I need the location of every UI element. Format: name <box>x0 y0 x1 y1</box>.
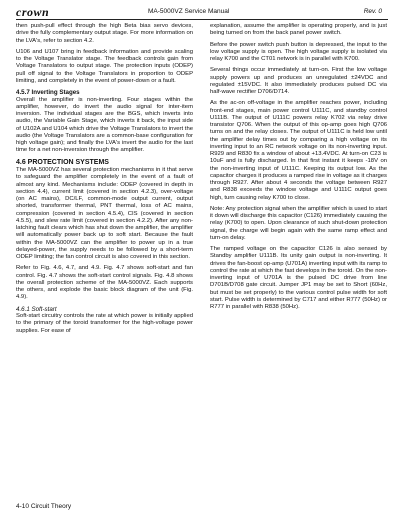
section-heading-soft-start: 4.6.1 Soft-start <box>16 305 57 313</box>
paragraph: explanation, assume the amplifier is operating properly, and is just being turned on from the back panel power switch. <box>210 23 387 37</box>
right-column <box>210 23 387 315</box>
paragraph: Several things occur immediately at turn-on. First the low voltage supply powers up and produces an unregulated ±24VDC and regulated ±15VDC. It also immediately produces pulsed DC via half-wave rectifier D706/D714. <box>210 67 387 95</box>
paragraph: Before the power switch push button is depressed, the input to the low voltage supply is open. The high voltage supply is isolated via relay K700 and the CT01 network is in parallel with K700. <box>210 41 387 62</box>
section-heading-inverting-stages: 4.5.7 Inverting Stages <box>16 89 80 96</box>
section-heading-protection-systems: 4.6 PROTECTION SYSTEMS <box>16 158 109 166</box>
paragraph: Soft-start circuitry controls the rate at which power is initially applied to the primary of the toroid transformer for the high-voltage power supplies. For ease of <box>16 313 193 334</box>
revision-label: Rev. 0 <box>363 8 382 15</box>
paragraph: then push-pull effect through the high Beta bias servo devices, drive the fully complementary output stage. For more information on the LVA's, refer to section 4.2. <box>16 23 193 44</box>
paragraph: U106 and U107 bring in feedback information and provide scaling to the Voltage Translator stage. The feedback controls gain from Voltage Translators to output stage. The protection inputs (ODEP) pull off signal to the Voltage Translators in proportion to ODEP limiting, and completely in the event of power-down or a fault. <box>16 48 193 84</box>
page-header <box>16 5 390 19</box>
paragraph: The MA-5000VZ has several protection mechanisms in it that serve to safeguard the amplifier completely in the event of a fault of almost any kind. Mechanisms include: ODEP (covered in depth in section 4.4), current limit (covered in section 4.2.3), over-voltage (on AC mains), DC/LF, common-mode output current, output shorted, transformer thermal, PNT thermal, loss of AC mains, compression (covered in section 4.5.4), CIS (covered in section 4.5.5), and slew rate limit (covered in section 4.2.2). After any non-latching fault clears which has shut down the amplifier, the amplifier will automatically power back up to soft start. Because the fault within the MA-5000VZ can the amplifier to power up in a true delayed-power, the supply needs to be followed by a short-term ODEP limiting; the fan control circuit is also covered in this section. <box>16 167 193 260</box>
paragraph: Refer to Fig. 4.6, 4.7, and 4.9. Fig. 4.7 shows soft-start and fan control. Fig. 4.7 shows the soft-start control signals. Fig. 4.8 shows the overall protection scheme of the MA-5000VZ. Each supports the others, and explode the basic block diagram of the unit (Fig. 4.9). <box>16 265 193 301</box>
paragraph: Note: Any protection signal when the amplifier which is used to start it down will discharge this capacitor (C126) immediately causing the relay (K700) to open. Upon clearance of such shut-down protection signal, the charge will begin again with the same ramp effect and turn-on delay. <box>210 205 387 241</box>
paragraph: As the ac-on off-voltage in the amplifier reaches power, including front-end stages, main power control U111C, and standby control U111B. The output of U111C powers relay K702 via relay drive transistor Q706. When the output of this op-amp goes high Q706 turns on and the relay closes. The output of U111C is held low until the amplifier delay times out by comparing a high voltage on its inverting input to an RC network voltage on its non-inverting input. R929 and R830 fix a window of about +13.4VDC. At turn-on C23 is 10uF and is fully discharged. In that first instant it keeps -18V on the non-inverting input of U111C. Keeping its output low. As the capacitor charges it produces a ramped rise in voltage as it charges through R927. After about 4 seconds the voltage between R927 and R838 exceeds the window voltage and U111C output goes high, turn causing relay K700 to close. <box>210 100 387 201</box>
document-title: MA-5000VZ Service Manual <box>148 8 230 15</box>
header-rule <box>16 19 388 20</box>
left-column <box>16 23 193 339</box>
paragraph: The ramped voltage on the capacitor C126 is also sensed by Standby amplifier U111B. Its unity gain output is non-inverting. It drives the fan-boost op-amp (U701A) inverting input with its ramp to control the rate at which the fast develops in the toroid. On the non-inverting input of U701A is the pulsed DC drive from line D701B/D708 gate circuit. Jumper JP1 may be set to Short (60Hz, but must be set properly) to the various control pulse width for soft start. Pulse width is determined by C717 and either R777 (50Hz) or R777 in parallel with R838 (50Hz). <box>210 246 387 310</box>
crown-logo: crown <box>16 5 50 19</box>
paragraph: Overall the amplifier is non-inverting. Four stages within the amplifier, however, do invert the audio signal for inter-item inversion. The individual stages are the BGS, which inverts into audio, the Variable Gain Stage, which inverts it back, the input side of U102A and U104 which drive the Voltage Translators to invert the audio (the Voltage Translators are a common-base configuration for high voltage gain); and finally the LVA's invert the audio for the last time for a net non-inversion through the amplifier. <box>16 96 193 154</box>
page-footer: 4-10 Circuit Theory <box>16 503 72 510</box>
